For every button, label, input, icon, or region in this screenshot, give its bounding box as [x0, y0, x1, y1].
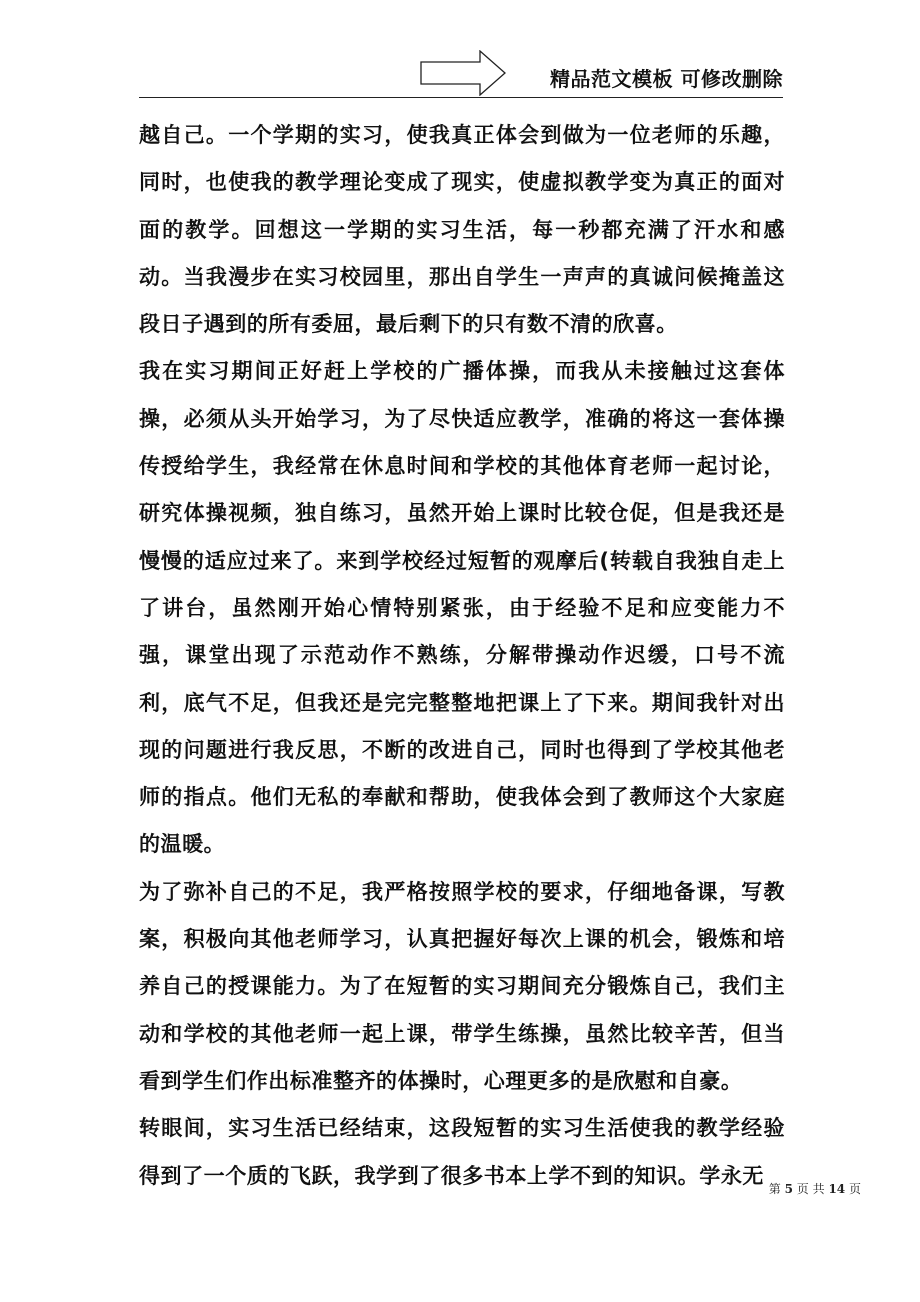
header-divider [139, 97, 783, 98]
paragraph-3: 为了弥补自己的不足，我严格按照学校的要求，仔细地备课，写教案，积极向其他老师学习，认真把握好每次上课的机会，锻炼和培养自己的授课能力。为了在短暂的实习期间充分锻炼自己，我们主动和学校的其他老师一起上课，带学生练操，虽然比较辛苦，但当看到学生们作出标准整齐的体操时，心理更多的是欣慰和自豪。 [139, 879, 785, 1093]
paragraph-2: 我在实习期间正好赶上学校的广播体操，而我从未接触过这套体操，必须从头开始学习，为了尽快适应教学，准确的将这一套体操传授给学生，我经常在休息时间和学校的其他体育老师一起讨论，研究体操视频，独自练习，虽然开始上课时比较仓促，但是我还是慢慢的适应过来了。来到学校经过短暂的观摩后(转载自我独自走上了讲台，虽然刚开始心情特别紧张，由于经验不足和应变能力不强，课堂出现了示范动作不熟练，分解带操动作迟缓，口号不流利，底气不足，但我还是完完整整地把课上了下来。期间我针对出现的问题进行我反思，不断的改进自己，同时也得到了学校其他老师的指点。他们无私的奉献和帮助，使我体会到了教师这个大家庭的温暖。 [139, 359, 785, 857]
paragraph-1: 越自己。一个学期的实习，使我真正体会到做为一位老师的乐趣，同时，也使我的教学理论变成了现实，使虚拟教学变为真正的面对面的教学。回想这一学期的实习生活，每一秒都充满了汗水和感动。当我漫步在实习校园里，那出自学生一声声的真诚问候掩盖这段日子遇到的所有委屈，最后剩下的只有数不清的欣喜。 [139, 123, 785, 337]
footer-prefix: 第 [768, 1182, 781, 1196]
header-title: 精品范文模板 可修改删除 [550, 67, 783, 91]
paragraph-4: 转眼间，实习生活已经结束，这段短暂的实习生活使我的教学经验得到了一个质的飞跃，我学到了很多书本上学不到的知识。学永无 [139, 1116, 785, 1188]
document-body [139, 112, 785, 1200]
arrow-right-icon [420, 50, 506, 96]
footer-middle: 页 共 [796, 1182, 825, 1196]
footer-total-pages: 14 [828, 1182, 846, 1196]
footer-suffix: 页 [848, 1182, 861, 1196]
page-footer [769, 1180, 861, 1197]
footer-page-number: 5 [784, 1182, 793, 1196]
page-header [139, 50, 783, 98]
